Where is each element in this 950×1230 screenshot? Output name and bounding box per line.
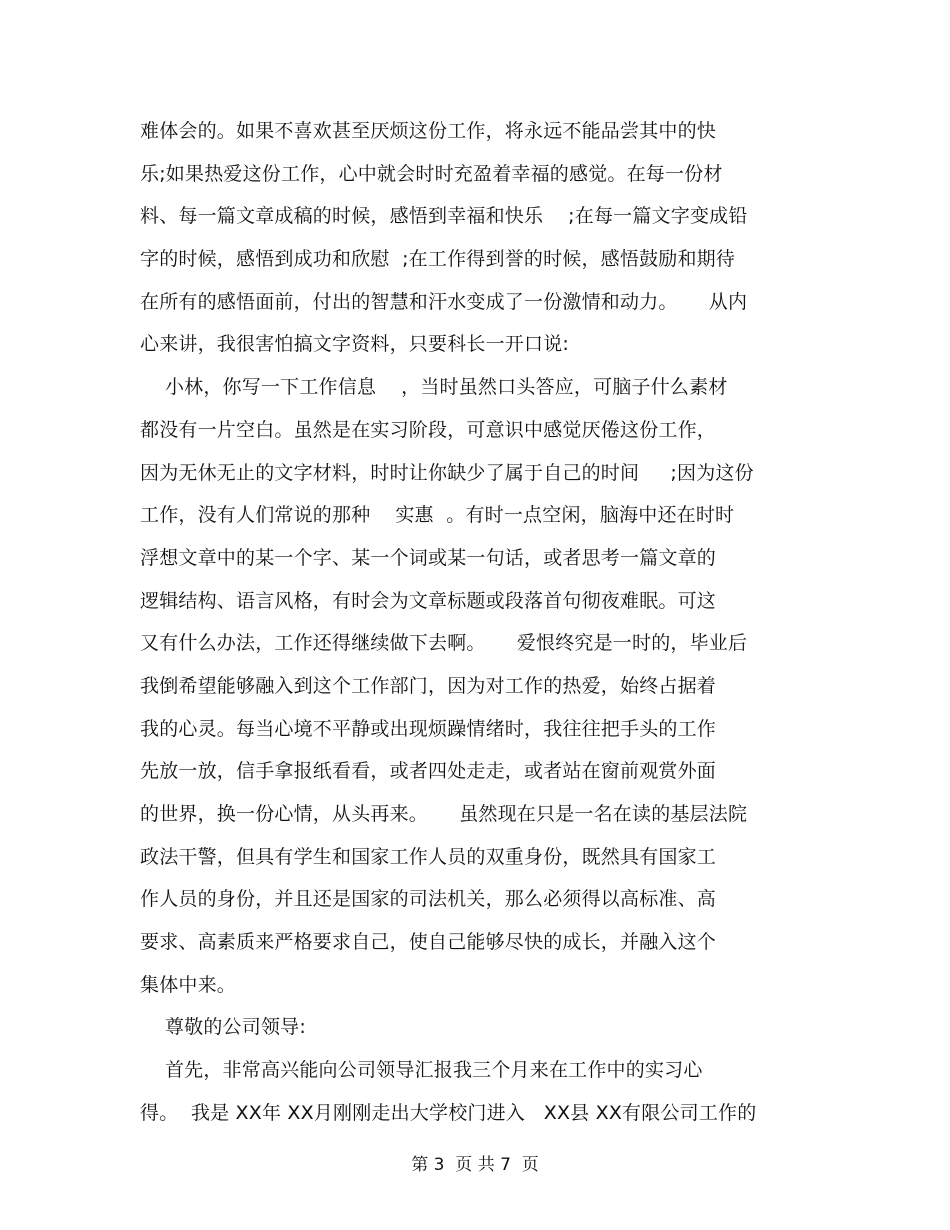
salutation-line: 尊敬的公司领导: (140, 1016, 306, 1039)
text-line: 要求、高素质来严格要求自己，使自己能够尽快的成长，并融入这个 (140, 931, 717, 954)
text-line: 又有什么办法，工作还得继续做下去啊。 爱恨终究是一时的，毕业后 (140, 632, 748, 655)
text-line: 我倒希望能够融入到这个工作部门，因为对工作的热爱，始终占据着 (140, 674, 717, 697)
text-line: 逻辑结构、语言风格，有时会为文章标题或段落首句彻夜难眠。可这 (140, 589, 717, 612)
text-line: 工作，没有人们常说的那种 实惠 。有时一点空闲，脑海中还在时时 (140, 504, 735, 527)
text-line: 作人员的身份，并且还是国家的司法机关，那么必须得以高标准、高 (140, 888, 717, 911)
text-line: 料、每一篇文章成稿的时候，感悟到幸福和快乐 ;在每一篇文字变成铅 (140, 205, 748, 228)
text-line: 集体中来。 (140, 973, 237, 996)
text-line: 我的心灵。每当心境不平静或出现烦躁情绪时，我往往把手头的工作 (140, 717, 717, 740)
text-line: 乐;如果热爱这份工作，心中就会时时充盈着幸福的感觉。在每一份材 (140, 162, 723, 185)
text-line: 的世界，换一份心情，从头再来。 虽然现在只是一名在读的基层法院 (140, 803, 748, 825)
text-line: 字的时候，感悟到成功和欣慰 ;在工作得到誉的时候，感悟鼓励和期待 (140, 248, 736, 271)
text-line: 在所有的感悟面前，付出的智慧和汗水变成了一份激情和动力。 从内 (140, 290, 748, 313)
text-line: 政法干警，但具有学生和国家工作人员的双重身份，既然具有国家工 (140, 845, 717, 868)
text-line: 难体会的。如果不喜欢甚至厌烦这份工作，将永远不能品尝其中的快 (140, 120, 717, 142)
page-number-footer: 第 3 页 共 7 页 (411, 1155, 539, 1175)
text-line: 先放一放，信手拿报纸看看，或者四处走走，或者站在窗前观赏外面 (140, 760, 717, 783)
text-line: 首先，非常高兴能向公司领导汇报我三个月来在工作中的实习心 (140, 1059, 703, 1082)
text-line: 因为无休无止的文字材料，时时让你缺少了属于自己的时间 ;因为这份 (140, 461, 754, 484)
document-body (140, 110, 840, 1135)
text-line: 浮想文章中的某一个字、某一个词或某一句话，或者思考一篇文章的 (140, 546, 717, 569)
text-line: 得。 我是 XX年 XX月刚刚走出大学校门进入 XX县 XX有限公司工作的 (140, 1101, 757, 1124)
text-line: 都没有一片空白。虽然是在实习阶段，可意识中感觉厌倦这份工作， (140, 418, 717, 441)
text-line: 心来讲，我很害怕搞文字资料，只要科长一开口说: (140, 333, 570, 356)
text-line: 小林，你写一下工作信息 ，当时虽然口头答应，可脑子什么素材 (140, 376, 728, 399)
